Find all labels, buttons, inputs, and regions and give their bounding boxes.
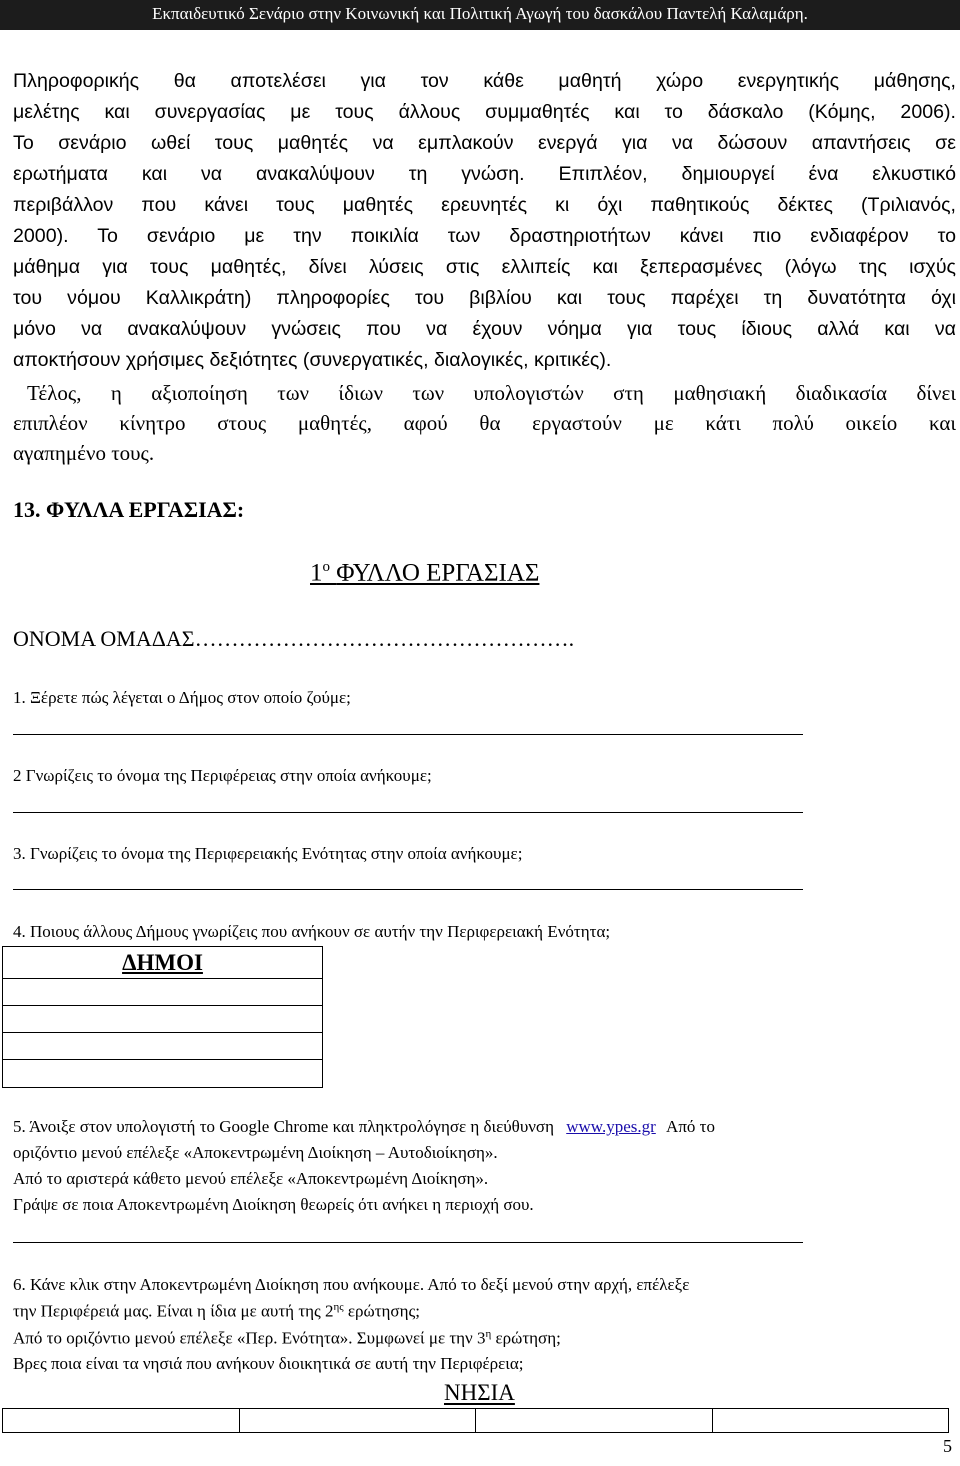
intro-paragraph — [13, 66, 956, 376]
question-5-line-3: Από το αριστερά κάθετο μενού επέλεξε «Αποκεντρωμένη Διοίκηση». — [13, 1169, 489, 1188]
dimoi-table-cell[interactable] — [3, 1033, 323, 1060]
ypes-link[interactable]: www.ypes.gr — [566, 1117, 656, 1136]
nisia-cell[interactable] — [239, 1409, 476, 1433]
question-3: 3. Γνωρίζεις το όνομα της Περιφερειακής Ενότητας στην οποία ανήκουμε; — [13, 844, 523, 863]
dimoi-table-cell[interactable] — [3, 1060, 323, 1088]
q6-text: την Περιφέρειά μας. Είναι η ίδια με αυτή της 2 — [13, 1301, 334, 1321]
section-title: 13. ΦΥΛΛΑ ΕΡΓΑΣΙΑΣ: — [13, 497, 245, 522]
running-header: Εκπαιδευτικό Σενάριο στην Κοινωνική και Πολιτική Αγωγή του δασκάλου Παντελή Καλαμάρη. — [152, 4, 808, 23]
worksheet-title — [310, 559, 539, 587]
nisia-cell[interactable] — [712, 1409, 949, 1433]
text-line: αποκτήσουν χρήσιμες δεξιότητες (συνεργατικές, διαλογικές, κριτικές). — [13, 349, 612, 371]
answer-line-2[interactable] — [13, 812, 803, 813]
text-line: μόνο να ανακαλύψουν γνώσεις που να έχουν νόημα για τους ίδιους αλλά και να — [13, 318, 956, 340]
answer-line-5[interactable] — [13, 1242, 803, 1243]
q6-sup: ης — [333, 1301, 344, 1313]
question-6-line-1: 6. Κάνε κλικ στην Αποκεντρωμένη Διοίκηση που ανήκουμε. Από το δεξί μενού στην αρχή, επέλεξε — [13, 1275, 690, 1294]
worksheet-number: 1 — [310, 559, 323, 587]
group-name-field[interactable]: ΟΝΟΜΑ ΟΜΑΔΑΣ……………………………………………. — [13, 626, 575, 651]
text-line: επιπλέον κίνητρο στους μαθητές, αφού θα εργαστούν με κάτι πολύ οικείο και — [13, 411, 956, 435]
question-5-text-end: Από το — [666, 1117, 715, 1136]
answer-line-1[interactable] — [13, 734, 803, 735]
question-1: 1. Ξέρετε πώς λέγεται ο Δήμος στον οποίο ζούμε; — [13, 688, 351, 707]
nisia-table — [2, 1408, 949, 1433]
dimoi-table-cell[interactable] — [3, 1006, 323, 1033]
question-4: 4. Ποιους άλλους Δήμους γνωρίζεις που ανήκουν σε αυτήν την Περιφερειακή Ενότητα; — [13, 922, 611, 941]
question-6-line-3 — [13, 1328, 561, 1349]
question-2: 2 Γνωρίζεις το όνομα της Περιφέρειας στην οποία ανήκουμε; — [13, 766, 432, 785]
text-line: Το σενάριο ωθεί τους μαθητές να εμπλακούν ενεργά για να δώσουν απαντήσεις σε — [13, 132, 956, 154]
text-line: μάθημα για τους μαθητές, δίνει λύσεις στις ελλιπείς και ξεπερασμένες (λόγω της ισχύς — [13, 256, 956, 278]
text-line: του νόμου Καλλικράτη) πληροφορίες του βιβλίου και τους παρέχει τη δυνατότητα όχι — [13, 287, 956, 309]
page-number: 5 — [943, 1436, 952, 1456]
question-6-line-4: Βρες ποια είναι τα νησιά που ανήκουν διοικητικά σε αυτή την Περιφέρεια; — [13, 1354, 524, 1373]
question-5-line-4: Γράψε σε ποια Αποκεντρωμένη Διοίκηση θεωρείς ότι ανήκει η περιοχή σου. — [13, 1195, 534, 1214]
dimoi-table-cell[interactable] — [3, 979, 323, 1006]
nisia-header: ΝΗΣΙΑ — [444, 1380, 515, 1405]
q6-sup: η — [485, 1328, 492, 1340]
text-line: 2000). Το σενάριο με την ποικιλία των δραστηριοτήτων κάνει πιο ενδιαφέρον το — [13, 225, 956, 247]
question-5-line-2: οριζόντιο μενού επέλεξε «Αποκεντρωμένη Διοίκηση – Αυτοδιοίκηση». — [13, 1143, 498, 1162]
worksheet-ordinal: ο — [322, 559, 330, 575]
nisia-cell[interactable] — [3, 1409, 240, 1433]
dimoi-table-header: ΔΗΜΟΙ — [3, 947, 323, 979]
text-line: Πληροφορικής θα αποτελέσει για τον κάθε μαθητή χώρο ενεργητικής μάθησης, — [13, 70, 956, 92]
question-5-text: 5. Άνοιξε στον υπολογιστή το Google Chrome και πληκτρολόγησε η διεύθυνση — [13, 1117, 554, 1136]
text-line: Τέλος, η αξιοποίηση των ίδιων των υπολογιστών στη μαθησιακή διαδικασία δίνει — [27, 381, 956, 405]
text-line: μελέτης και συνεργασίας με τους άλλους συμμαθητές και το δάσκαλο (Κόμης, 2006). — [13, 101, 956, 123]
question-6-line-2 — [13, 1301, 420, 1322]
answer-line-3[interactable] — [13, 889, 803, 890]
q6-text: Από το οριζόντιο μενού επέλεξε «Περ. Ενότητα». Συμφωνεί με την 3 — [13, 1328, 486, 1348]
text-line: αγαπημένο τους. — [13, 441, 155, 465]
nisia-cell[interactable] — [476, 1409, 713, 1433]
q6-text: ερώτηση; — [491, 1328, 561, 1348]
dimoi-table — [2, 946, 323, 1088]
text-line: περιβάλλον που κάνει τους μαθητές ερευνητές κι όχι παθητικούς δέκτες (Τριλιανός, — [13, 194, 956, 216]
question-5 — [13, 1117, 715, 1137]
worksheet-title-text: ΦΥΛΛΟ ΕΡΓΑΣΙΑΣ — [336, 559, 540, 587]
text-line: ερωτήματα και να ανακαλύψουν τη γνώση. Επιπλέον, δημιουργεί ένα ελκυστικό — [13, 163, 956, 185]
q6-text: ερώτησης; — [343, 1301, 420, 1321]
closing-paragraph — [13, 378, 956, 468]
